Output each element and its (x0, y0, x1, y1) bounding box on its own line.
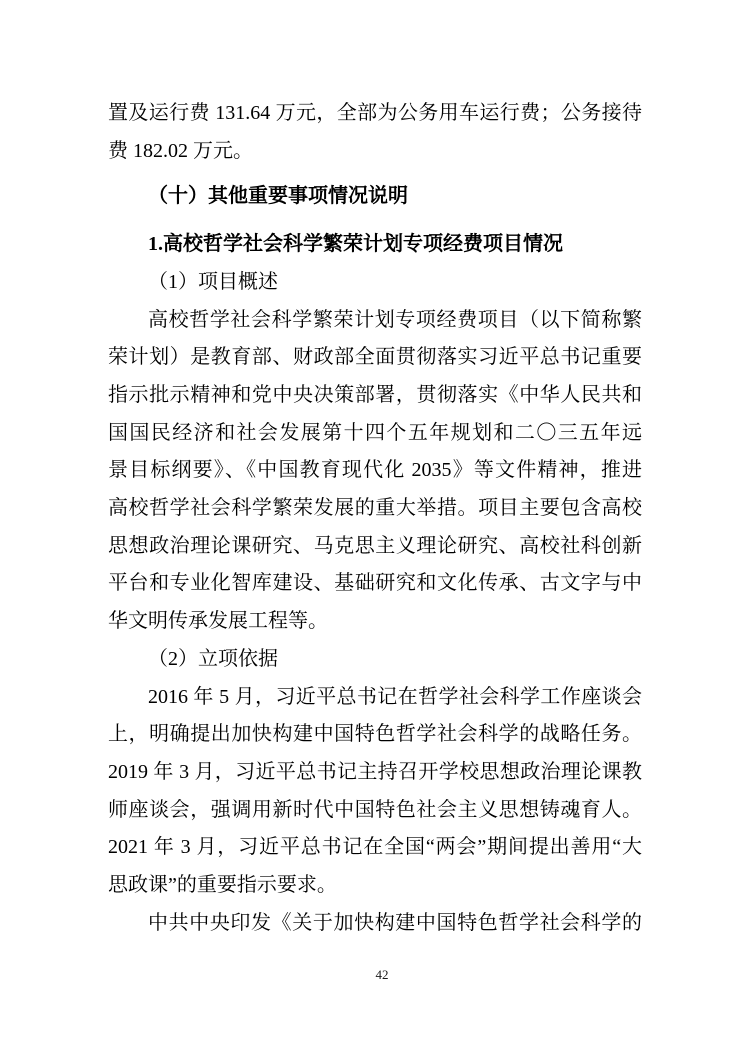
paragraph (108, 905, 642, 943)
paragraph (108, 679, 642, 905)
text-line: 华文明传承发展工程等。 (108, 610, 328, 633)
text-line: 平台和专业化智库建设、基础研究和文化传承、古文字与中 (108, 572, 642, 595)
page-footer (0, 966, 750, 984)
text-line: 高校哲学社会科学繁荣发展的重大举措。项目主要包含高校 (108, 497, 642, 520)
text-line: 1.高校哲学社会科学繁荣计划专项经费项目情况 (148, 233, 563, 256)
text-line: 思政课”的重要指示要求。 (108, 874, 337, 897)
text-line: 思想政治理论课研究、马克思主义理论研究、高校社科创新 (108, 534, 642, 557)
paragraph (108, 302, 642, 641)
text-line: 置及运行费 131.64 万元，全部为公务用车运行费；公务接待 (108, 102, 642, 124)
text-line: 指示批示精神和党中央决策部署，贯彻落实《中华人民共和 (108, 383, 642, 406)
text-line: 2016 年 5 月，习近平总书记在哲学社会科学工作座谈会 (148, 685, 642, 708)
section-heading (108, 178, 642, 216)
text-line: （1）项目概述 (148, 270, 278, 293)
paragraph (108, 264, 642, 302)
paragraph (108, 95, 642, 170)
text-line: 师座谈会，强调用新时代中国特色社会主义思想铸魂育人。 (108, 798, 642, 821)
document-body (108, 95, 642, 942)
text-line: 国国民经济和社会发展第十四个五年规划和二〇三五年远 (108, 421, 642, 444)
paragraph (108, 641, 642, 679)
text-line: （2）立项依据 (148, 647, 278, 670)
text-line: 2021 年 3 月，习近平总书记在全国“两会”期间提出善用“大 (108, 836, 642, 859)
text-line: 2019 年 3 月，习近平总书记主持召开学校思想政治理论课教 (108, 760, 642, 783)
text-line: 荣计划）是教育部、财政部全面贯彻落实习近平总书记重要 (108, 346, 642, 369)
text-line: 景目标纲要》、《中国教育现代化 2035》等文件精神，推进 (108, 459, 642, 482)
text-line: （十）其他重要事项情况说明 (148, 185, 408, 208)
text-line: 高校哲学社会科学繁荣计划专项经费项目（以下简称繁 (148, 308, 642, 331)
text-line: 上，明确提出加快构建中国特色哲学社会科学的战略任务。 (108, 723, 642, 746)
page-number: 42 (375, 967, 389, 982)
text-line: 中共中央印发《关于加快构建中国特色哲学社会科学的 (148, 911, 642, 934)
text-line: 费 182.02 万元。 (108, 139, 253, 162)
section-heading (108, 226, 642, 264)
